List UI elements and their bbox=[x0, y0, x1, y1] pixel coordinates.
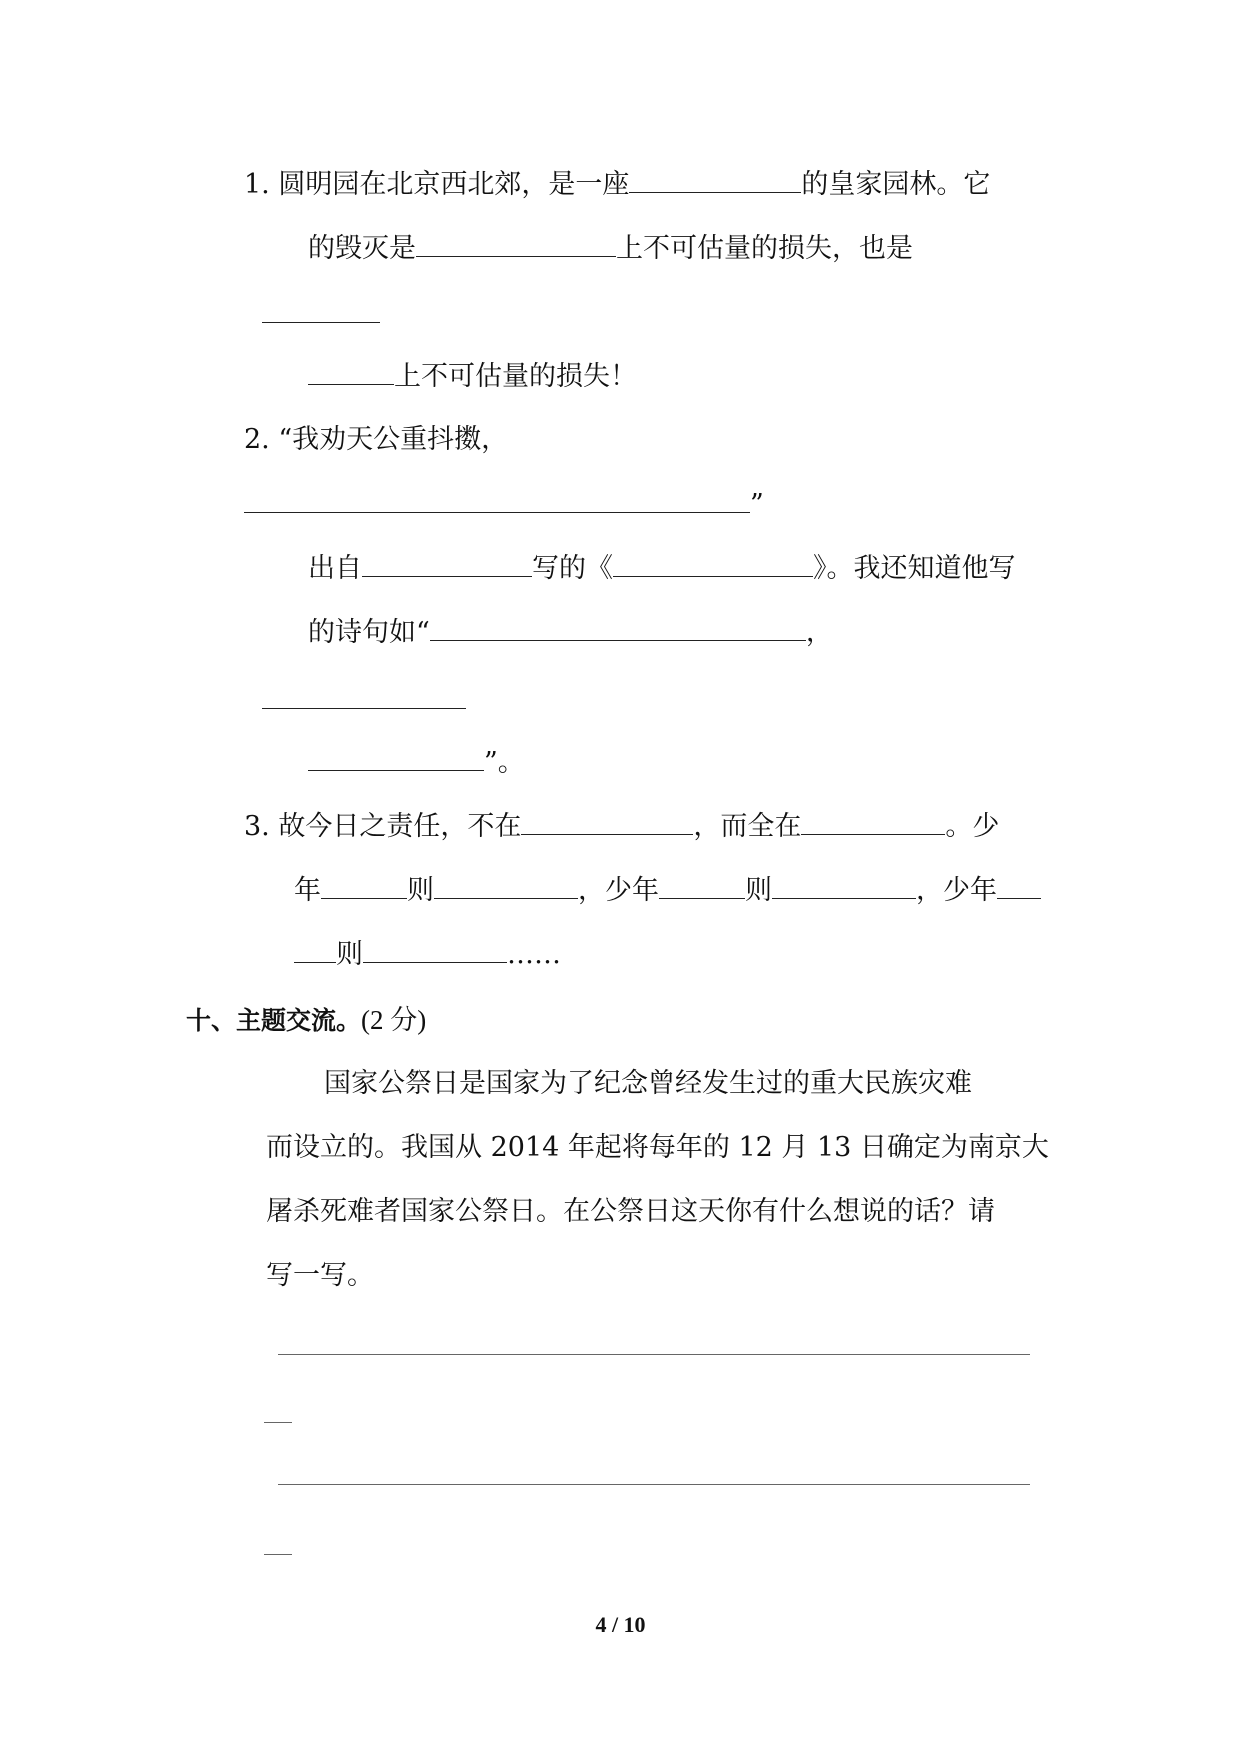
q3-blank-2[interactable] bbox=[801, 806, 945, 835]
q2-text-7: ， bbox=[805, 617, 833, 648]
q2-line2 bbox=[244, 484, 764, 525]
q3-text-4: 年 bbox=[294, 875, 321, 906]
q1-text-3: 的毁灭是 bbox=[308, 233, 416, 264]
q1-line1 bbox=[244, 164, 990, 205]
section10-score: (2 分) bbox=[361, 1005, 427, 1035]
q2-text-4: 写的《 bbox=[532, 553, 613, 584]
q2-blank-verse-1[interactable] bbox=[430, 612, 806, 641]
q3-line3 bbox=[294, 934, 561, 975]
q2-line6 bbox=[308, 742, 525, 783]
answer-line-1-tail[interactable] bbox=[264, 1422, 292, 1423]
section10-heading bbox=[186, 1000, 426, 1041]
q2-blank-1[interactable] bbox=[244, 484, 750, 513]
q2-line4 bbox=[308, 612, 833, 653]
section10-para-line4: 写一写。 bbox=[266, 1260, 374, 1291]
q3-blank-4[interactable] bbox=[434, 870, 578, 899]
q2-text-1: “我劝天公重抖擞， bbox=[278, 424, 509, 455]
answer-line-1[interactable] bbox=[278, 1354, 1030, 1355]
page-number: 4 / 10 bbox=[595, 1612, 646, 1637]
q1-text-1: 圆明园在北京西北郊，是一座 bbox=[278, 169, 630, 200]
section10-para-line1: 国家公祭日是国家为了纪念曾经发生过的重大民族灾难 bbox=[324, 1068, 972, 1099]
q3-text-1: 故今日之责任，不在 bbox=[278, 811, 522, 842]
section10-para-line2: 而设立的。我国从 2014 年起将每年的 12 月 13 日确定为南京大 bbox=[266, 1132, 1049, 1163]
q1-blank-1[interactable] bbox=[629, 164, 801, 193]
q1-blank-3-part2[interactable] bbox=[308, 356, 394, 385]
q3-blank-8[interactable] bbox=[363, 934, 507, 963]
q3-text-3: 。少 bbox=[945, 811, 1000, 842]
answer-line-2[interactable] bbox=[278, 1484, 1030, 1485]
q2-number: 2. bbox=[244, 424, 270, 455]
q3-blank-3[interactable] bbox=[321, 870, 407, 899]
q2-text-8: ”。 bbox=[484, 747, 525, 778]
q3-text-7: 则 bbox=[745, 875, 772, 906]
q2-blank-verse-2-part2[interactable] bbox=[308, 742, 484, 771]
q3-number: 3. bbox=[244, 811, 270, 842]
q3-blank-7-part2[interactable] bbox=[294, 934, 336, 963]
q2-line1 bbox=[244, 420, 508, 460]
section10-title: 十、主题交流。 bbox=[186, 1006, 362, 1035]
q2-line3 bbox=[308, 548, 1016, 589]
q2-blank-title[interactable] bbox=[613, 548, 813, 577]
q1-line2 bbox=[308, 228, 913, 269]
q3-blank-1[interactable] bbox=[521, 806, 693, 835]
q3-text-9: 则 bbox=[336, 939, 363, 970]
q3-blank-5[interactable] bbox=[659, 870, 745, 899]
answer-line-2-tail[interactable] bbox=[264, 1554, 292, 1555]
q3-line2 bbox=[294, 870, 1041, 911]
q2-blank-verse-2-part1[interactable] bbox=[262, 708, 466, 709]
q1-line4 bbox=[308, 356, 637, 397]
q3-text-5: 则 bbox=[407, 875, 434, 906]
q3-text-8: ，少年 bbox=[916, 875, 997, 906]
q1-text-4: 上不可估量的损失，也是 bbox=[616, 233, 913, 264]
q3-text-10: …… bbox=[507, 939, 561, 970]
q3-text-6: ，少年 bbox=[578, 875, 659, 906]
q2-text-2: ” bbox=[750, 489, 764, 520]
q1-blank-2[interactable] bbox=[416, 228, 616, 257]
section10-para-line3: 屠杀死难者国家公祭日。在公祭日这天你有什么想说的话？请 bbox=[266, 1196, 995, 1227]
q3-line1 bbox=[244, 806, 999, 847]
q2-blank-author[interactable] bbox=[362, 548, 532, 577]
q2-text-6: 的诗句如“ bbox=[308, 617, 430, 648]
q3-blank-7-part1[interactable] bbox=[997, 870, 1041, 899]
q2-text-5: 》。我还知道他写 bbox=[813, 553, 1016, 584]
q2-text-3: 出自 bbox=[308, 553, 362, 584]
q1-text-2: 的皇家园林。它 bbox=[801, 169, 991, 200]
q3-text-2: ，而全在 bbox=[693, 811, 802, 842]
q1-text-5: 上不可估量的损失！ bbox=[394, 361, 637, 392]
q1-blank-3-part1[interactable] bbox=[262, 322, 380, 323]
q3-blank-6[interactable] bbox=[772, 870, 916, 899]
q1-number: 1. bbox=[244, 169, 270, 200]
